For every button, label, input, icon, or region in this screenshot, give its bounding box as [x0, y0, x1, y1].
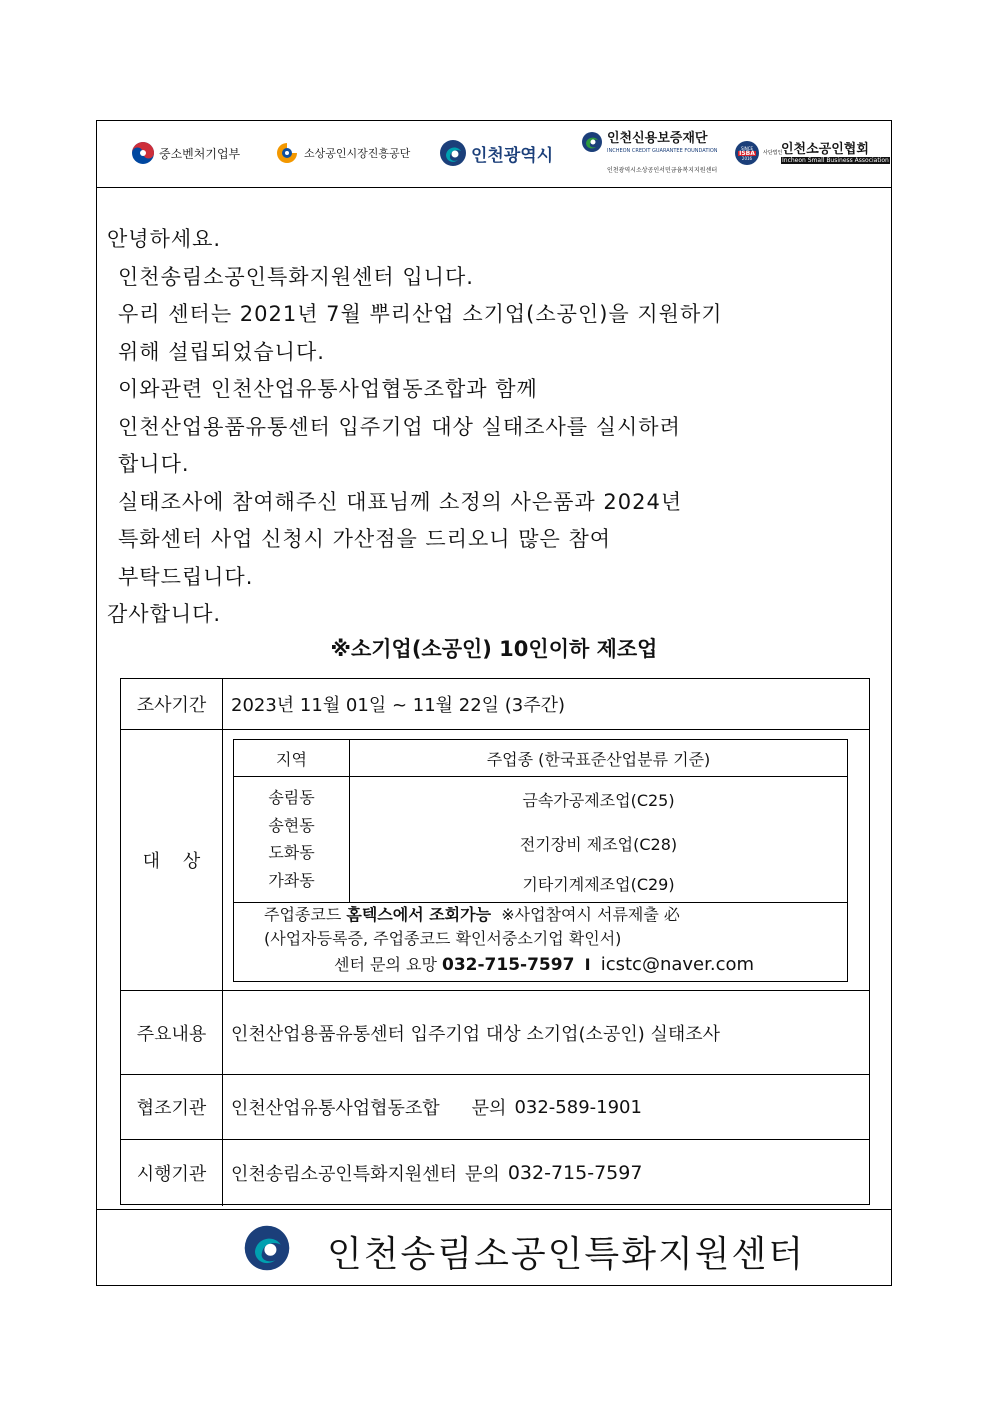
incheon-city-emblem-icon	[439, 139, 467, 167]
letter-line: 이와관련 인천산업유통사업협동조합과 함께	[118, 377, 538, 401]
note-suffix: ※사업참여시 서류제출 必	[501, 905, 680, 924]
logo-semas-name: 소상공인시장진흥공단	[304, 147, 411, 160]
taegeuk-emblem-icon	[131, 141, 155, 165]
row-target	[121, 730, 869, 991]
incheon-city-emblem-icon	[242, 1224, 292, 1272]
letter-body	[107, 221, 723, 634]
industry-item: 기타기계제조업(C29)	[522, 875, 675, 894]
logo-isba-en: Incheon Small Business Association	[782, 156, 889, 164]
logo-isba-name: 인천소공인협회	[781, 141, 869, 157]
exec-value	[231, 1140, 642, 1206]
target-table-header	[234, 740, 847, 777]
region-header: 지역	[234, 740, 350, 776]
letter-line: 위해 설립되었습니다.	[118, 339, 325, 364]
letter-line: 합니다.	[118, 452, 190, 476]
logo-bar	[97, 121, 891, 188]
contact-email[interactable]: icstc@naver.com	[600, 954, 755, 975]
coop-org: 인천산업유통사업협동조합	[231, 1098, 440, 1119]
target-table	[233, 739, 848, 982]
letter-line: 부탁드립니다.	[118, 564, 254, 589]
industry-list	[350, 776, 847, 902]
region-item: 송림동	[268, 788, 315, 807]
period-value: 2023년 11월 01일 ~ 11월 22일 (3주간)	[231, 695, 566, 716]
coop-label: 협조기관	[121, 1075, 223, 1139]
region-item: 가좌동	[268, 870, 315, 890]
row-content	[121, 991, 869, 1075]
coop-value	[231, 1075, 642, 1139]
footer-center-name: 인천송림소공인특화지원센터	[327, 1234, 806, 1275]
region-item: 송현동	[268, 815, 315, 835]
isba-badge-label: ISBA	[739, 149, 755, 157]
letter-line: 인천송림소공인특화지원센터 입니다.	[118, 264, 474, 289]
content-label: 주요내용	[121, 991, 223, 1074]
logo-credit-foundation	[581, 131, 718, 176]
note-line-2: (사업자등록증, 주업종코드 확인서중소기업 확인서)	[264, 929, 622, 948]
coop-contact-label: 문의	[471, 1098, 507, 1119]
row-exec	[121, 1140, 869, 1206]
semas-emblem-icon	[274, 141, 300, 165]
industry-header: 주업종 (한국표준산업분류 기준)	[486, 749, 711, 769]
exec-org: 인천송림소공인특화지원센터	[231, 1164, 458, 1185]
region-list	[234, 776, 350, 902]
logo-mss	[131, 141, 240, 165]
letter-line: 특화센터 사업 신청시 가산점을 드리오니 많은 참여	[118, 527, 612, 551]
target-note	[234, 902, 847, 982]
content-value: 인천산업용품유통센터 입주기업 대상 소기업(소공인) 실태조사	[231, 1023, 721, 1045]
target-label: 대 상	[121, 730, 223, 990]
logo-mss-name: 중소벤처기업부	[159, 146, 241, 161]
industry-item: 금속가공제조업(C25)	[522, 791, 675, 810]
row-coop	[121, 1075, 869, 1140]
note-bold: 홈텍스에서 조회가능	[346, 905, 492, 924]
letter-line: 우리 센터는 2021년 7월 뿌리산업 소기업(소공인)을 지원하기	[118, 302, 723, 326]
period-label: 조사기간	[121, 679, 223, 729]
exec-label: 시행기관	[121, 1140, 223, 1206]
letter-line: 인천산업용품유통센터 입주기업 대상 실태조사를 실시하려	[118, 414, 681, 439]
document-frame	[96, 120, 892, 1286]
credit-foundation-emblem-icon	[581, 131, 603, 153]
logo-semas	[274, 141, 410, 165]
letter-line: 실태조사에 참여해주신 대표님께 소정의 사은품과 2024년	[118, 489, 683, 514]
logo-incheon-name: 인천광역시	[471, 145, 554, 166]
survey-info-table	[120, 678, 870, 1205]
contact-separator: I	[584, 955, 591, 974]
target-table-body	[234, 776, 847, 903]
logo-credit-foundation-name: 인천신용보증재단	[607, 131, 708, 146]
exec-contact-label: 문의	[465, 1164, 500, 1185]
survey-subtitle: ※소기업(소공인) 10인이하 제조업	[330, 637, 658, 661]
footer	[97, 1209, 891, 1287]
letter-line: 감사합니다.	[107, 602, 222, 626]
region-item: 도화동	[268, 843, 315, 862]
note-prefix: 주업종코드	[264, 905, 342, 924]
isba-badge-since: SINCE	[740, 145, 754, 151]
isba-badge-icon	[735, 141, 759, 165]
note-line-1	[264, 903, 680, 927]
letter-line: 안녕하세요.	[107, 227, 222, 251]
exec-phone: 032-715-7597	[507, 1162, 643, 1184]
logo-credit-foundation-sub: 인천광역시소상공인서민금융복지지원센터	[607, 167, 718, 174]
logo-incheon	[439, 139, 553, 167]
logo-credit-foundation-en: INCHEON CREDIT GUARANTEE FOUNDATION	[607, 148, 718, 154]
row-period	[121, 679, 869, 730]
isba-prefix: 사단법인	[763, 150, 783, 156]
note-contact	[334, 953, 754, 977]
logo-isba	[735, 141, 890, 165]
contact-phone: 032-715-7597	[442, 955, 575, 975]
industry-item: 전기장비 제조업(C28)	[519, 835, 678, 854]
contact-prefix: 센터 문의 요망	[334, 955, 437, 974]
coop-phone: 032-589-1901	[514, 1096, 642, 1118]
isba-badge-year: 2016	[741, 155, 753, 161]
